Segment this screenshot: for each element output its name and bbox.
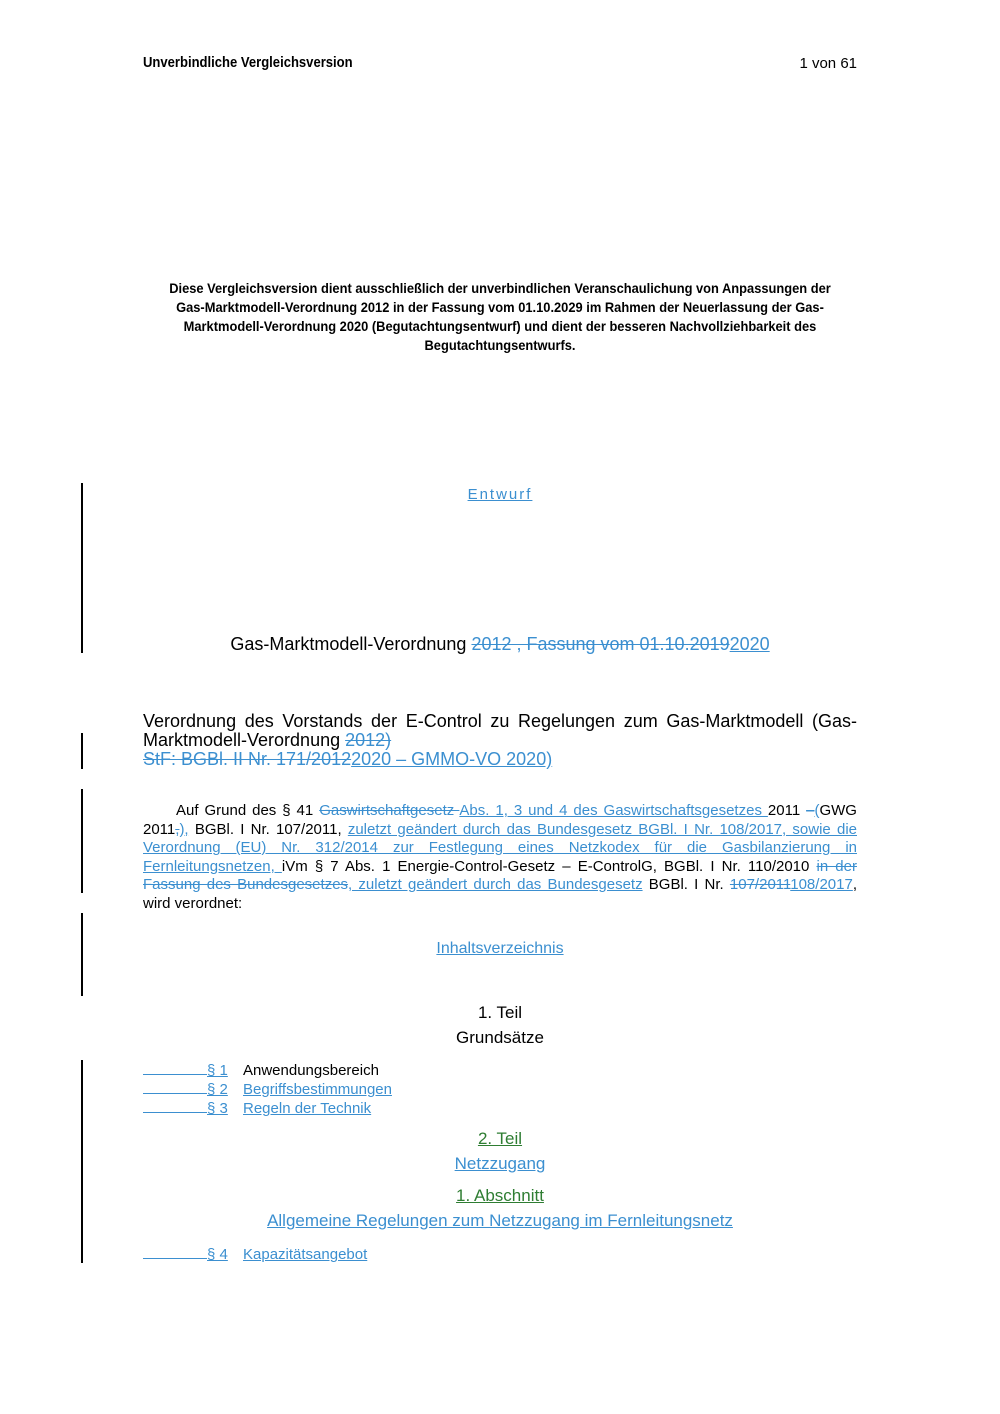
change-bar xyxy=(81,483,83,653)
header-left: Unverbindliche Vergleichsversion xyxy=(143,55,353,71)
long-title xyxy=(143,712,857,769)
section1-title: Allgemeine Regelungen zum Netzzugang im Fernleitungsnetz xyxy=(267,1211,733,1230)
change-bar xyxy=(81,1060,83,1263)
title-inserted: 2020 xyxy=(729,634,770,654)
long-title-line3: StF: BGBl. II Nr. 171/20122020 – GMMO-VO 2020) xyxy=(143,749,553,769)
title-base: Gas-Marktmodell-Verordnung xyxy=(230,634,472,654)
comparison-notice: Diese Vergleichsversion dient ausschließlich der unverbindlichen Veranschaulichung von Anpassungen der Gas-Marktmodell-Verordnung 2012 in der Fassung vom 01.10.2029 im Rahmen der Neuerlassung der Gas-Marktmodell-Verordnung 2020 (Begutachtungsentwurf) und dient der besseren Nachvollziehbarkeit des Begutachtungsentwurfs. xyxy=(169,280,831,353)
toc-entry[interactable]: § 1 Anwendungsbereich xyxy=(143,1061,392,1080)
preamble: Auf Grund des § 41 Gaswirtschaftgesetz Abs. 1, 3 und 4 des Gaswirtschaftsgesetzes 2011 –(GWG 2011,), BGBl. I Nr. 107/2011, zuletzt geändert durch das Bundesgesetz BGBl. I Nr. 108/2017, sowie die Verordnung (EU) Nr. 312/2014 zur Festlegung eines Netzkodex für die Gasbilanzierung in Fernleitungsnetzen, iVm § 7 Abs. 1 Energie-Control-Gesetz – E-ControlG, BGBl. I Nr. 110/2010 in der Fassung des Bundesgesetzes, zuletzt geändert durch das Bundesgesetz BGBl. I Nr. 107/2011108/2017, wird verordnet: xyxy=(143,802,857,912)
toc-entry[interactable]: § 4 Kapazitätsangebot xyxy=(143,1245,367,1264)
change-bar xyxy=(81,789,83,893)
toc-entry[interactable]: § 3 Regeln der Technik xyxy=(143,1099,392,1118)
toc-entries-part1 xyxy=(143,1061,392,1118)
part2-label: 2. Teil xyxy=(477,1129,523,1148)
toc-heading: Inhaltsverzeichnis xyxy=(436,940,564,957)
part2-title: Netzzugang xyxy=(454,1154,546,1173)
long-title-line2: Marktmodell-Verordnung 2012) xyxy=(143,730,392,750)
title-deleted: 2012 , Fassung vom 01.10.2019 xyxy=(471,634,730,654)
document-title xyxy=(143,634,857,655)
toc-entry[interactable]: § 2 Begriffsbestimmungen xyxy=(143,1080,392,1099)
change-bar xyxy=(81,913,83,996)
section1-label: 1. Abschnitt xyxy=(456,1186,544,1205)
toc-entries-part2 xyxy=(143,1245,367,1264)
part1-title: Grundsätze xyxy=(456,1028,544,1047)
long-title-line1: Verordnung des Vorstands der E-Control zu Regelungen zum Gas-Marktmodell (Gas- xyxy=(143,711,857,731)
draft-label: Entwurf xyxy=(467,486,533,503)
part1-label: 1. Teil xyxy=(477,1003,523,1022)
page-number: 1 von 61 xyxy=(799,55,857,72)
change-bar xyxy=(81,733,83,769)
